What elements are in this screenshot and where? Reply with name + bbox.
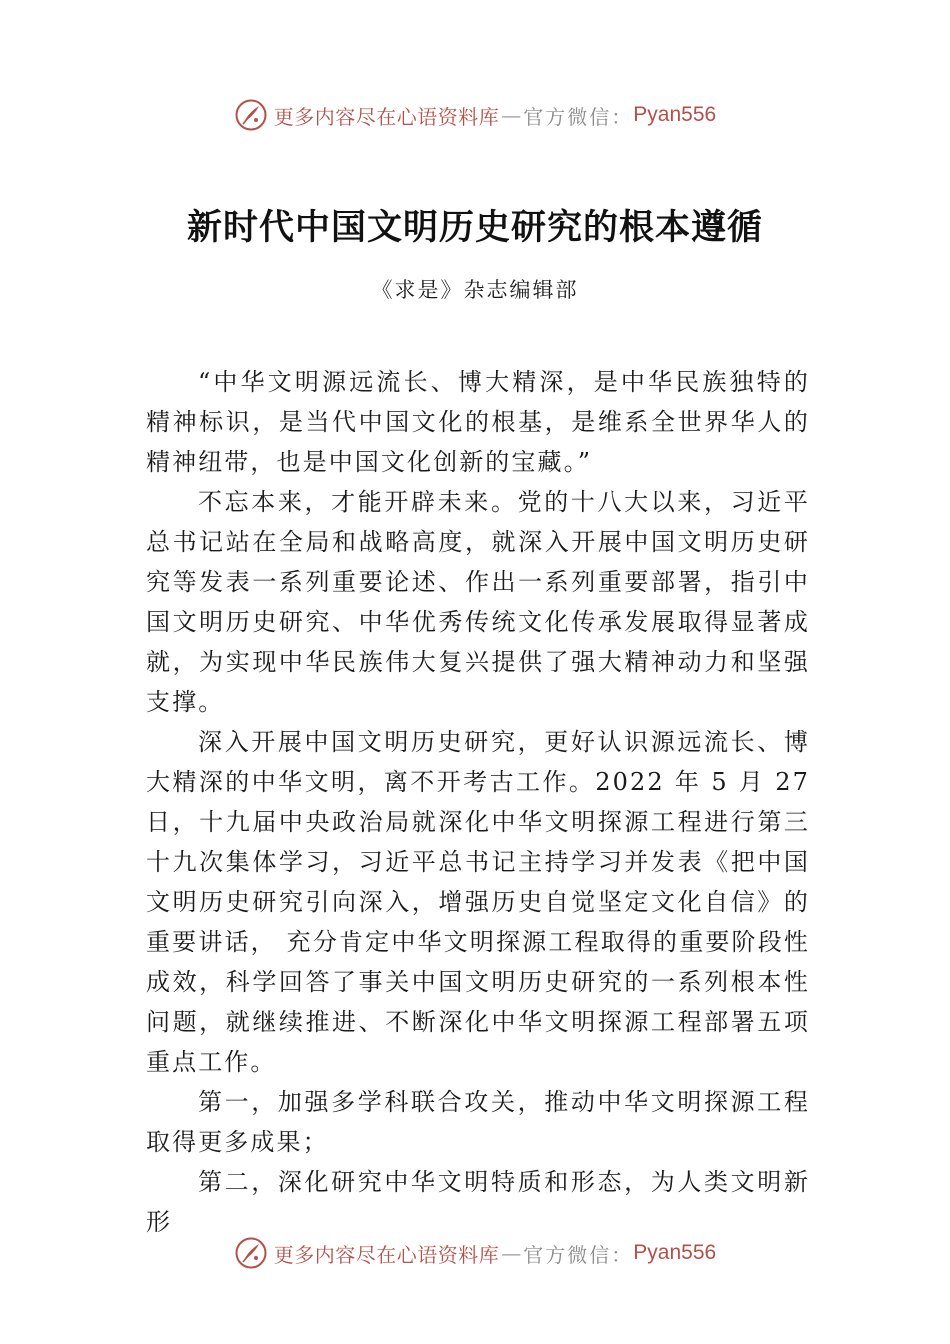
- body-paragraph: 第一，加强多学科联合攻关，推动中华文明探源工程取得更多成果；: [146, 1088, 810, 1156]
- body-paragraph: 深入开展中国文明历史研究，更好认识源远流长、博大精深的中华文明，离不开考古工作。2022 年 5 月 27 日，十九届中央政治局就深化中华文明探源工程进行第三十九次集体学习，习近平总书记主持学习并发表《把中国文明历史研究引向深入，增强历史自觉坚定文化自信》的重要讲话， 充分肯定中华文明探源工程取得的重要阶段性成效，科学回答了事关中国文明历史研究的一系列根本性问题，就继续推进、不断深化中华文明探源工程部署五项重点工作。: [146, 728, 810, 1076]
- banner-wechat-label: 官方微信：: [523, 1242, 634, 1267]
- banner-wechat-id: Pyan556: [633, 103, 717, 126]
- document-body: [146, 362, 810, 1242]
- document-title: 新时代中国文明历史研究的根本遵循: [186, 207, 763, 248]
- body-paragraph: 第二，深化研究中华文明特质和形态，为人类文明新形: [146, 1168, 810, 1236]
- banner-text: 更多内容尽在心语资料库: [273, 104, 500, 129]
- body-paragraph: “中华文明源远流长、博大精深，是中华民族独特的精神标识，是当代中国文化的根基，是维系全世界华人的精神纽带，也是中国文化创新的宝藏。”: [146, 368, 810, 476]
- quill-seal-icon: [234, 98, 268, 132]
- banner-separator: —: [501, 1241, 522, 1265]
- header-banner: [0, 95, 950, 135]
- banner-wechat-label: 官方微信：: [523, 104, 634, 129]
- footer-banner: [0, 1233, 950, 1273]
- banner-separator: —: [501, 103, 522, 127]
- quill-seal-icon: [234, 1236, 268, 1270]
- banner-wechat-id: Pyan556: [633, 1241, 717, 1264]
- body-paragraph: 不忘本来，才能开辟未来。党的十八大以来，习近平总书记站在全局和战略高度，就深入开展中国文明历史研究等发表一系列重要论述、作出一系列重要部署，指引中国文明历史研究、中华优秀传统文化传承发展取得显著成就，为实现中华民族伟大复兴提供了强大精神动力和坚强支撑。: [146, 488, 810, 716]
- banner-text: 更多内容尽在心语资料库: [273, 1242, 500, 1267]
- document-author: 《求是》杂志编辑部: [371, 278, 579, 302]
